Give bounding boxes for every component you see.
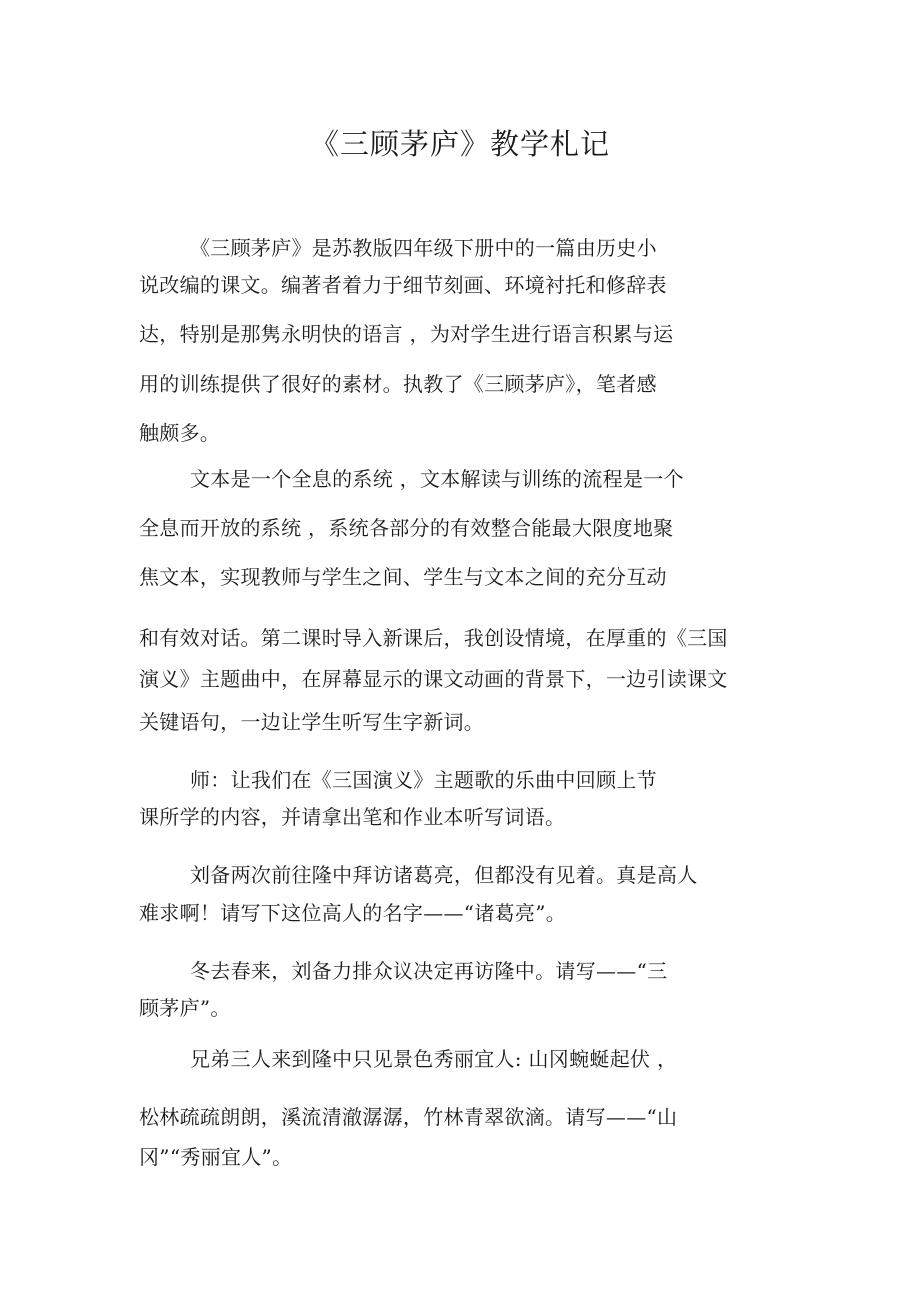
text-line: 用的训练提供了很好的素材。执教了《三顾茅庐》，笔者感 <box>139 372 657 396</box>
text-line: 《三顾茅庐》是苏教版四年级下册中的一篇由历史小 <box>190 236 657 260</box>
text-line: 焦文本，实现教师与学生之间、学生与文本之间的充分互动 <box>139 565 667 589</box>
text-line: 刘备两次前往隆中拜访诸葛亮，但都没有见着。真是高人 <box>190 863 698 887</box>
document-title: 《三顾茅庐》教学札记 <box>309 127 610 161</box>
text-line: 文本是一个全息的系统 ，文本解读与训练的流程是一个 <box>190 467 684 491</box>
text-line: 冈”“秀丽宜人”。 <box>139 1145 293 1169</box>
text-line: 达，特别是那隽永明快的语言 ，为对学生进行语言积累与运 <box>139 322 674 346</box>
text-line: 全息而开放的系统 ，系统各部分的有效整合能最大限度地聚 <box>139 516 674 540</box>
text-line: 难求啊！请写下这位高人的名字——“诸葛亮”。 <box>139 901 567 925</box>
text-line: 松林疏疏朗朗，溪流清澈潺潺，竹林青翠欲滴。请写——“山 <box>139 1105 678 1129</box>
text-line: 冬去春来，刘备力排众议决定再访隆中。请写——“三 <box>190 959 668 983</box>
text-line: 师：让我们在《三国演义》主题歌的乐曲中回顾上节 <box>190 768 657 792</box>
text-line: 和有效对话。第二课时导入新课后，我创设情境，在厚重的《三国 <box>139 626 728 650</box>
text-line: 触颇多。 <box>139 421 221 445</box>
text-line: 关键语句，一边让学生听写生字新词。 <box>139 710 485 734</box>
text-line: 兄弟三人来到隆中只见景色秀丽宜人: 山冈蜿蜒起伏 ， <box>190 1047 678 1071</box>
text-line: 课所学的内容，并请拿出笔和作业本听写词语。 <box>139 805 566 829</box>
text-line: 顾茅庐”。 <box>139 996 231 1020</box>
text-line: 演义》主题曲中，在屏幕显示的课文动画的背景下，一边引读课文 <box>139 667 728 691</box>
text-line: 说改编的课文。编著者着力于细节刻画、环境衬托和修辞表 <box>139 273 667 297</box>
